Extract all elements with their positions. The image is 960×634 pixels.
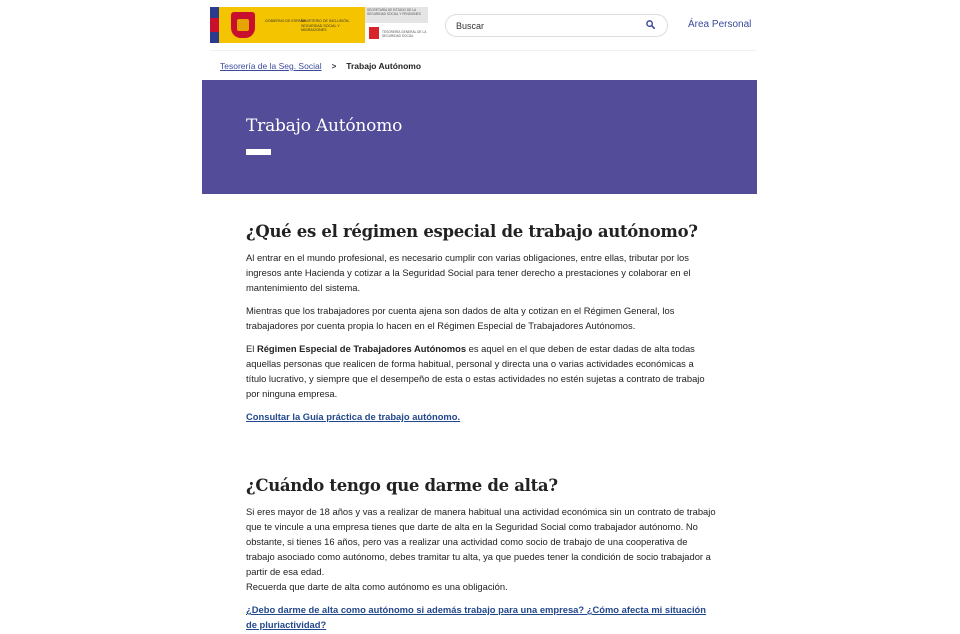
government-logo[interactable] (210, 7, 428, 43)
bold-term: Régimen Especial de Trabajadores Autónomos (256, 343, 467, 354)
pluriactivity-link[interactable]: ¿Debo darme de alta como autónomo si además trabajo para una empresa? ¿Cómo afecta mi situación de pluriactividad? (246, 604, 707, 630)
paragraph-prefix: El (246, 343, 257, 354)
search-box (445, 14, 668, 37)
gobierno-logo-block (219, 7, 365, 43)
search-icon[interactable] (646, 20, 655, 29)
title-underline-bar (246, 149, 271, 155)
section-what-is (246, 222, 716, 424)
logo-government-text: GOBIERNO DE ESPAÑA (265, 19, 306, 23)
search-input[interactable] (456, 18, 636, 33)
eu-flag-stripe (210, 7, 219, 43)
paragraph: Al entrar en el mundo profesional, es necesario cumplir con varias obligaciones, entre ellas, tributar por los ingresos ante Hacienda y cotizar a la Seguridad Social para tener derecho a prestaciones y colaborar en el mantenimiento del sistema. (246, 252, 691, 293)
page-title: Trabajo Autónomo (246, 116, 403, 136)
personal-area-link[interactable]: Área Personal (688, 19, 752, 30)
section-when-register (246, 476, 716, 632)
breadcrumb-separator-icon: > (331, 61, 337, 71)
paragraph: Si eres mayor de 18 años y vas a realizar de manera habitual una actividad económica sin un contrato de trabajo que te vincule a una empresa tienes que darte de alta en la Seguridad Social como trabajador autónomo. No obstante, si tienes 16 años, pero vas a realizar una actividad como socio de trabajo de una cooperativa de trabajo asociado como autónomo, debes tramitar tu alta, ya que puedes tener la condición de socio trabajador a partir de esa edad. (246, 506, 716, 577)
tgss-logo-block (365, 7, 428, 43)
logo-secretariat-text: SECRETARÍA DE ESTADO DE LA SEGURIDAD SOCIAL Y PENSIONES (365, 7, 428, 23)
breadcrumb (220, 61, 421, 71)
page-banner (202, 80, 757, 194)
reminder-paragraph: Recuerda que darte de alta como autónomo es una obligación. (246, 581, 508, 592)
section-heading: ¿Qué es el régimen especial de trabajo autónomo? (246, 222, 698, 241)
paragraph (246, 341, 716, 401)
paragraph: Mientras que los trabajadores por cuenta ajena son dados de alta y cotizan en el Régimen General, los trabajadores por cuenta propia lo hacen en el Régimen Especial de Trabajadores Autónomos. (246, 305, 675, 331)
breadcrumb-home-link[interactable]: Tesorería de la Seg. Social (220, 61, 322, 71)
practical-guide-link[interactable]: Consultar la Guía práctica de trabajo autónomo. (246, 411, 461, 422)
header-divider (210, 50, 756, 51)
tgss-mark-icon (369, 27, 379, 39)
paragraph-rest: es aquel en el que deben de estar dadas de alta todas aquellas personas que realicen de forma habitual, personal y directa una o varias actividades económicas a título lucrativo, y siempre que el desempeño de esta o estas actividades no estén sujetas a contrato de trabajo por ninguna empresa. (246, 343, 705, 399)
coat-of-arms-icon (231, 12, 255, 38)
logo-ministry-text: MINISTERIO DE INCLUSIÓN, SEGURIDAD SOCIAL Y MIGRACIONES (301, 19, 350, 32)
site-header (210, 7, 756, 43)
logo-agency-text: TESORERÍA GENERAL DE LA SEGURIDAD SOCIAL (382, 30, 427, 38)
breadcrumb-current: Trabajo Autónomo (346, 61, 422, 71)
section-heading: ¿Cuándo tengo que darme de alta? (246, 476, 558, 495)
